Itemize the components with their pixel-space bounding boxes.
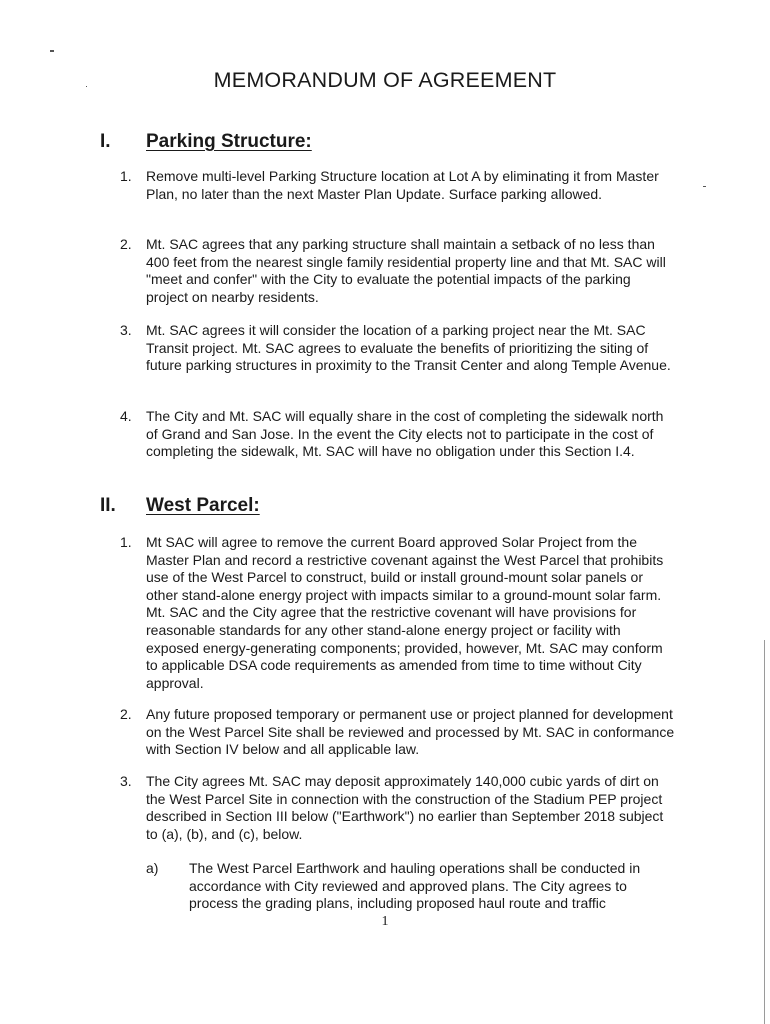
item-number: 4. [120, 408, 132, 424]
item-number: 3. [120, 773, 132, 789]
item-text: Mt. SAC agrees that any parking structure shall maintain a setback of no less than 400 feet from the nearest single family residential property line and that Mt. SAC will "meet and confer" with the City to evaluate the potential impacts of the parking project on nearby residents. [146, 236, 666, 305]
item-text: Mt SAC will agree to remove the current Board approved Solar Project from the Master Plan and record a restrictive covenant against the West Parcel that prohibits use of the West Parcel to construct, build or install ground-mount solar panels or other stand-alone energy project with impacts similar to a ground-mount solar farm. Mt. SAC and the City agree that the restrictive covenant will have provisions for reasonable standards for any other stand-alone energy project or facility with exposed energy-generating components; provided, however, Mt. SAC may conform to applicable DSA code requirements as amended from time to time without City approval. [146, 534, 664, 691]
scan-speck [703, 186, 706, 187]
item-text: Mt. SAC agrees it will consider the location of a parking project near the Mt. SAC Transit project. Mt. SAC agrees to evaluate the benefits of prioritizing the siting of future parking structures in proximity to the Transit Center and along Temple Avenue. [146, 322, 671, 374]
item-number: 3. [120, 322, 132, 338]
scan-speck [50, 50, 54, 52]
section-number: II. [100, 495, 116, 516]
item-text: The City agrees Mt. SAC may deposit approximately 140,000 cubic yards of dirt on the West Parcel Site in connection with the construction of the Stadium PEP project described in Section III below ("Earthwork") no earlier than September 2018 subject to (a), (b), and (c), below. [146, 773, 664, 842]
section-number: I. [100, 131, 111, 152]
page-number: 1 [381, 914, 389, 929]
item-number: 1. [120, 534, 132, 550]
document-title: MEMORANDUM OF AGREEMENT [213, 68, 557, 92]
scan-edge-line [764, 640, 765, 1024]
item-text: The City and Mt. SAC will equally share in the cost of completing the sidewalk north of Grand and San Jose. In the event the City elects not to participate in the cost of completing the sidewalk, Mt. SAC will have no obligation under this Section I.4. [146, 408, 664, 460]
item-text: Remove multi-level Parking Structure location at Lot A by eliminating it from Master Plan, no later than the next Master Plan Update. Surface parking allowed. [146, 168, 659, 202]
section-heading: Parking Structure: [146, 131, 312, 152]
item-number: 2. [120, 236, 132, 252]
item-text: Any future proposed temporary or permanent use or project planned for development on the West Parcel Site shall be reviewed and processed by Mt. SAC in conformance with Section IV below and all applicable law. [146, 706, 675, 758]
section-heading: West Parcel: [146, 495, 260, 516]
subitem-label: a) [146, 860, 159, 876]
item-number: 2. [120, 706, 132, 722]
subitem-text: The West Parcel Earthwork and hauling operations shall be conducted in accordance with City reviewed and approved plans. The City agrees to process the grading plans, including proposed haul route and traffic [189, 860, 641, 912]
item-number: 1. [120, 168, 132, 184]
